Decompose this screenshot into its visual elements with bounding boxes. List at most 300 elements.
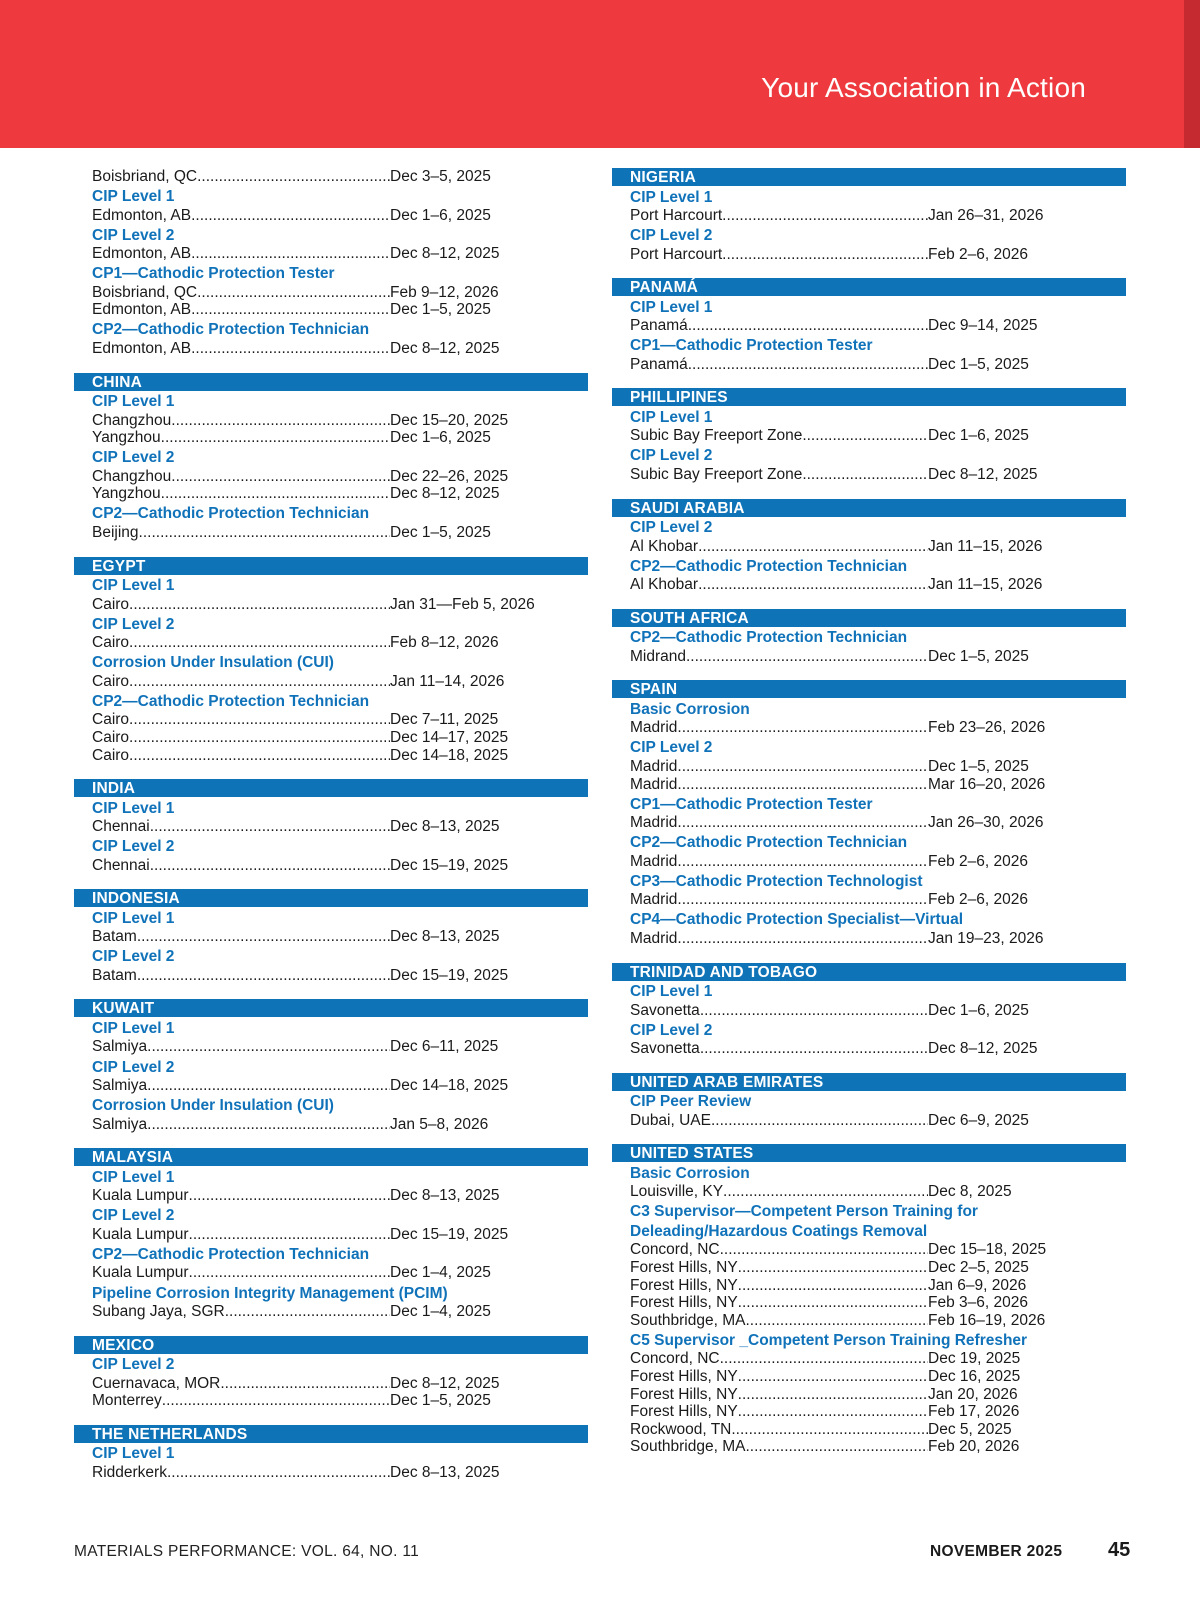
schedule-entry <box>74 673 542 691</box>
schedule-entry <box>74 1187 542 1205</box>
region-header: UNITED ARAB EMIRATES <box>612 1073 1126 1091</box>
region-header: SAUDI ARABIA <box>612 499 1126 517</box>
dot-leader <box>129 634 390 652</box>
region-header: SPAIN <box>612 680 1126 698</box>
dot-leader <box>738 1259 928 1277</box>
dot-leader <box>191 340 390 358</box>
course-title: Corrosion Under Insulation (CUI) <box>92 654 334 672</box>
entry-location: Kuala Lumpur <box>92 1264 189 1282</box>
entry-date: Jan 6–9, 2026 <box>928 1276 1027 1294</box>
region-section <box>612 609 1126 666</box>
page-header <box>0 0 1200 148</box>
entry-date: Dec 8–12, 2025 <box>928 465 1038 483</box>
schedule-entry <box>612 1312 1080 1330</box>
entry-location: Subang Jaya, SGR <box>92 1303 225 1321</box>
entry-location: Ridderkerk <box>92 1463 167 1481</box>
entry-location: Chennai <box>92 818 150 836</box>
schedule-entry <box>74 596 542 614</box>
entry-location: Yangzhou <box>92 429 161 447</box>
course-title: CIP Level 1 <box>92 1168 175 1186</box>
dot-leader <box>171 468 390 486</box>
page-number: 45 <box>1108 1539 1131 1561</box>
schedule-entry <box>612 356 1080 374</box>
entry-date: Dec 22–26, 2025 <box>390 467 509 485</box>
right-column <box>612 168 1126 1471</box>
schedule-entry <box>74 429 542 447</box>
entry-location: Midrand <box>630 647 686 665</box>
entry-date: Dec 19, 2025 <box>928 1350 1021 1368</box>
course-title: C5 Supervisor _Competent Person Training Refresher <box>630 1331 1028 1349</box>
course-title: CIP Level 2 <box>630 519 713 537</box>
schedule-entry <box>74 729 542 747</box>
course-title: CP2—Cathodic Protection Technician <box>92 505 370 523</box>
dot-leader <box>225 1303 390 1321</box>
schedule-entry <box>74 524 542 542</box>
entry-location: Kuala Lumpur <box>92 1187 189 1205</box>
entry-date: Feb 23–26, 2026 <box>928 719 1046 737</box>
schedule-entry <box>74 245 542 263</box>
region-header: MALAYSIA <box>74 1148 588 1166</box>
entry-date: Jan 20, 2026 <box>928 1385 1018 1403</box>
entry-date: Jan 26–31, 2026 <box>928 207 1044 224</box>
dot-leader <box>700 1040 928 1058</box>
schedule-entry <box>74 1077 542 1095</box>
entry-location: Cairo <box>92 672 130 690</box>
entry-date: Dec 1–5, 2025 <box>928 647 1029 665</box>
entry-date: Dec 15–19, 2025 <box>390 966 509 984</box>
entry-location: Forest Hills, NY <box>630 1258 738 1276</box>
entry-date: Dec 1–5, 2025 <box>390 301 491 319</box>
course-title: CP2—Cathodic Protection Technician <box>92 692 370 710</box>
left-column <box>74 168 588 1496</box>
course-title: CIP Level 2 <box>92 948 175 966</box>
entry-date: Dec 1–4, 2025 <box>390 1264 491 1282</box>
dot-leader <box>147 1116 390 1134</box>
dot-leader <box>677 719 928 737</box>
entry-date: Dec 8–12, 2025 <box>390 339 500 357</box>
course-title: CIP Level 1 <box>92 909 175 927</box>
schedule-entry <box>74 412 542 430</box>
dot-leader <box>731 1421 928 1439</box>
entry-location: Edmonton, AB <box>92 339 192 357</box>
entry-date: Mar 16–20, 2026 <box>928 775 1046 793</box>
course-title: CIP Level 1 <box>92 577 175 595</box>
entry-location: Salmiya <box>92 1115 148 1133</box>
dot-leader <box>677 776 928 794</box>
course-title: CP1—Cathodic Protection Tester <box>630 795 873 813</box>
entry-date: Feb 20, 2026 <box>928 1438 1020 1456</box>
schedule-entry <box>612 1002 1080 1020</box>
entry-date: Dec 1–5, 2025 <box>390 1392 491 1410</box>
entry-date: Dec 9–14, 2025 <box>928 317 1038 335</box>
entry-date: Dec 15–20, 2025 <box>390 411 509 429</box>
entry-date: Dec 5, 2025 <box>928 1420 1012 1438</box>
schedule-entry <box>612 427 1080 445</box>
course-title: CP1—Cathodic Protection Tester <box>92 265 335 283</box>
entry-location: Changzhou <box>92 467 172 485</box>
dot-leader <box>738 1277 928 1295</box>
entry-location: Port Harcourt <box>630 245 723 263</box>
course-title: CP2—Cathodic Protection Technician <box>630 629 908 647</box>
region-section <box>74 557 588 765</box>
region-section <box>612 278 1126 373</box>
entry-date: Jan 19–23, 2026 <box>928 929 1044 947</box>
entry-date: Feb 2–6, 2026 <box>928 852 1028 870</box>
entry-date: Jan 11–14, 2026 <box>390 672 505 690</box>
region-header: INDIA <box>74 779 588 797</box>
schedule-entry <box>612 1040 1080 1058</box>
dot-leader <box>139 524 390 542</box>
dot-leader <box>129 711 390 729</box>
entry-date: Dec 6–9, 2025 <box>928 1111 1029 1129</box>
region-section <box>612 388 1126 483</box>
entry-location: Edmonton, AB <box>92 301 192 319</box>
dot-leader <box>147 1077 390 1095</box>
course-title: Pipeline Corrosion Integrity Management (PCIM) <box>92 1284 448 1302</box>
region-header: KUWAIT <box>74 999 588 1017</box>
course-title: CIP Level 1 <box>92 799 175 817</box>
schedule-entry <box>612 930 1080 948</box>
entry-location: Rockwood, TN <box>630 1420 732 1438</box>
section-title: Your Association in Action <box>761 72 1086 103</box>
course-title: CIP Level 1 <box>92 1019 175 1037</box>
entry-location: Forest Hills, NY <box>630 1403 738 1421</box>
region-header: SOUTH AFRICA <box>612 609 1126 627</box>
entry-date: Dec 8–13, 2025 <box>390 1463 500 1481</box>
dot-leader <box>161 429 390 447</box>
dot-leader <box>698 576 928 594</box>
course-title: C3 Supervisor—Competent Person Training for Deleading/Hazardous Coatings Removal <box>630 1203 978 1240</box>
schedule-entry <box>612 1368 1080 1386</box>
dot-leader <box>171 412 390 430</box>
schedule-entry <box>612 758 1080 776</box>
entry-date: Dec 14–17, 2025 <box>390 728 509 746</box>
dot-leader <box>220 1375 390 1393</box>
publication-info: MATERIALS PERFORMANCE: VOL. 64, NO. 11 <box>74 1543 420 1560</box>
course-title: CIP Level 2 <box>92 838 175 856</box>
course-title: CIP Level 1 <box>92 393 175 411</box>
entry-date: Feb 16–19, 2026 <box>928 1311 1046 1329</box>
course-title: CP3—Cathodic Protection Technologist <box>630 872 923 890</box>
entry-date: Feb 8–12, 2026 <box>390 634 499 652</box>
entry-date: Dec 8, 2025 <box>928 1183 1012 1201</box>
entry-date: Dec 15–19, 2025 <box>390 1225 509 1243</box>
course-title: Corrosion Under Insulation (CUI) <box>92 1097 334 1115</box>
region-header: CHINA <box>74 373 588 391</box>
schedule-entry <box>612 246 1080 264</box>
region-section <box>74 999 588 1133</box>
entry-date: Dec 8–12, 2025 <box>390 1374 500 1392</box>
entry-location: Madrid <box>630 929 678 947</box>
entry-date: Dec 1–4, 2025 <box>390 1303 491 1321</box>
entry-location: Boisbriand, QC <box>92 283 198 301</box>
schedule-entry <box>612 891 1080 909</box>
dot-leader <box>161 485 390 503</box>
issue-date: NOVEMBER 2025 <box>930 1543 1063 1560</box>
entry-location: Louisville, KY <box>630 1183 724 1201</box>
region-section <box>612 499 1126 594</box>
region-section <box>612 1144 1126 1456</box>
entry-location: Beijing <box>92 523 139 541</box>
entry-location: Salmiya <box>92 1077 148 1095</box>
entry-location: Concord, NC <box>630 1241 720 1259</box>
dot-leader <box>129 747 390 765</box>
region-section <box>74 1336 588 1410</box>
dot-leader <box>189 1226 390 1244</box>
entry-location: Dubai, UAE <box>630 1111 711 1129</box>
dot-leader <box>150 857 390 875</box>
schedule-entry <box>74 1375 542 1393</box>
schedule-entry <box>74 485 542 503</box>
entry-location: Forest Hills, NY <box>630 1367 738 1385</box>
dot-leader <box>137 967 390 985</box>
entry-location: Batam <box>92 966 137 984</box>
schedule-entry <box>74 1038 542 1056</box>
entry-location: Monterrey <box>92 1392 162 1410</box>
entry-location: Southbridge, MA <box>630 1438 746 1456</box>
course-title: CIP Level 2 <box>630 227 713 245</box>
schedule-entry <box>74 340 542 358</box>
region-header: PHILLIPINES <box>612 388 1126 406</box>
dot-leader <box>688 356 928 374</box>
course-title: CP1—Cathodic Protection Tester <box>630 337 873 355</box>
entry-date: Dec 1–6, 2025 <box>390 206 491 224</box>
header-edge-stripe <box>1184 0 1200 148</box>
dot-leader <box>745 1312 928 1330</box>
schedule-entry <box>612 207 1080 225</box>
entry-location: Madrid <box>630 852 678 870</box>
dot-leader <box>147 1038 390 1056</box>
dot-leader <box>688 317 928 335</box>
course-title: CP2—Cathodic Protection Technician <box>92 321 370 339</box>
region-header: EGYPT <box>74 557 588 575</box>
entry-location: Chennai <box>92 856 150 874</box>
schedule-entry <box>74 818 542 836</box>
dot-leader <box>129 596 390 614</box>
entry-date: Dec 14–18, 2025 <box>390 746 509 764</box>
dot-leader <box>677 758 928 776</box>
course-title: Basic Corrosion <box>630 700 750 718</box>
dot-leader <box>700 1002 928 1020</box>
schedule-entry <box>612 648 1080 666</box>
entry-location: Forest Hills, NY <box>630 1385 738 1403</box>
schedule-entry <box>612 1438 1080 1456</box>
schedule-entry <box>612 776 1080 794</box>
entry-date: Dec 1–5, 2025 <box>928 757 1029 775</box>
schedule-entry <box>612 1294 1080 1312</box>
dot-leader <box>677 814 928 832</box>
schedule-entry <box>612 1259 1080 1277</box>
course-title: CIP Level 2 <box>92 1356 175 1374</box>
course-title: CIP Level 1 <box>92 188 175 206</box>
region-header: PANAMÁ <box>612 278 1126 296</box>
region-section <box>74 168 588 358</box>
schedule-entry <box>74 1464 542 1482</box>
entry-location: Panamá <box>630 317 688 335</box>
entry-date: Dec 8–12, 2025 <box>390 485 500 503</box>
region-section <box>74 779 588 874</box>
entry-location: Forest Hills, NY <box>630 1294 738 1312</box>
region-section <box>74 1425 588 1482</box>
entry-date: Jan 5–8, 2026 <box>390 1115 489 1133</box>
schedule-entry <box>612 1403 1080 1421</box>
dot-leader <box>197 284 390 302</box>
schedule-entry <box>74 928 542 946</box>
entry-date: Dec 15–19, 2025 <box>390 856 509 874</box>
dot-leader <box>677 930 928 948</box>
entry-location: Batam <box>92 928 137 946</box>
schedule-entry <box>612 853 1080 871</box>
dot-leader <box>162 1392 390 1410</box>
entry-location: Subic Bay Freeport Zone <box>630 465 803 483</box>
dot-leader <box>720 1350 928 1368</box>
entry-date: Dec 1–6, 2025 <box>390 429 491 447</box>
entry-date: Dec 15–18, 2025 <box>928 1241 1047 1259</box>
dot-leader <box>802 427 928 445</box>
dot-leader <box>189 1187 390 1205</box>
dot-leader <box>722 246 928 264</box>
entry-location: Southbridge, MA <box>630 1311 746 1329</box>
entry-location: Madrid <box>630 757 678 775</box>
schedule-entry <box>612 1350 1080 1368</box>
dot-leader <box>167 1464 390 1482</box>
entry-location: Cuernavaca, MOR <box>92 1374 221 1392</box>
entry-location: Cairo <box>92 746 130 764</box>
entry-date: Dec 8–12, 2025 <box>928 1040 1038 1058</box>
region-header: INDONESIA <box>74 889 588 907</box>
region-section <box>612 680 1126 947</box>
course-title: CP4—Cathodic Protection Specialist—Virtual <box>630 911 964 929</box>
entry-location: Cairo <box>92 595 130 613</box>
region-header: MEXICO <box>74 1336 588 1354</box>
schedule-entry <box>612 719 1080 737</box>
course-title: CIP Level 2 <box>92 226 175 244</box>
schedule-entry <box>74 1303 542 1321</box>
course-title: CP2—Cathodic Protection Technician <box>630 557 908 575</box>
entry-date: Feb 17, 2026 <box>928 1403 1020 1421</box>
entry-location: Port Harcourt <box>630 207 723 224</box>
dot-leader <box>129 729 390 747</box>
entry-location: Yangzhou <box>92 485 161 503</box>
dot-leader <box>738 1386 928 1404</box>
entry-date: Dec 3–5, 2025 <box>390 168 491 185</box>
dot-leader <box>686 648 928 666</box>
dot-leader <box>189 1264 390 1282</box>
entry-date: Feb 2–6, 2026 <box>928 245 1028 263</box>
schedule-entry <box>612 1386 1080 1404</box>
schedule-entry <box>74 711 542 729</box>
dot-leader <box>137 928 390 946</box>
schedule-entry <box>74 1392 542 1410</box>
dot-leader <box>738 1368 928 1386</box>
course-title: CIP Level 2 <box>92 449 175 467</box>
entry-location: Cairo <box>92 634 130 652</box>
dot-leader <box>723 1183 928 1201</box>
course-title: CIP Level 2 <box>630 739 713 757</box>
schedule-entry <box>612 1277 1080 1295</box>
schedule-entry <box>74 284 542 302</box>
schedule-entry <box>74 634 542 652</box>
schedule-entry <box>612 1241 1080 1259</box>
region-section <box>74 889 588 984</box>
entry-location: Changzhou <box>92 411 172 429</box>
entry-location: Concord, NC <box>630 1350 720 1368</box>
region-section <box>612 1073 1126 1130</box>
schedule-entry <box>74 1264 542 1282</box>
region-section <box>612 963 1126 1058</box>
entry-location: Al Khobar <box>630 537 699 555</box>
course-title: CIP Level 1 <box>630 188 713 206</box>
entry-location: Madrid <box>630 775 678 793</box>
schedule-entry <box>612 576 1080 594</box>
dot-leader <box>191 301 390 319</box>
course-title: CIP Level 1 <box>630 298 713 316</box>
schedule-entry <box>74 1116 542 1134</box>
entry-location: Savonetta <box>630 1040 700 1058</box>
schedule-entry <box>74 1226 542 1244</box>
dot-leader <box>722 207 928 225</box>
entry-date: Dec 16, 2025 <box>928 1367 1021 1385</box>
course-title: CIP Level 2 <box>92 1058 175 1076</box>
entry-date: Dec 1–6, 2025 <box>928 1001 1029 1019</box>
dot-leader <box>191 207 390 225</box>
entry-location: Boisbriand, QC <box>92 168 198 185</box>
entry-location: Edmonton, AB <box>92 206 192 224</box>
course-title: CIP Level 2 <box>630 1021 713 1039</box>
entry-date: Dec 1–5, 2025 <box>928 355 1029 373</box>
entry-date: Dec 2–5, 2025 <box>928 1258 1029 1276</box>
region-header: NIGERIA <box>612 168 1126 186</box>
dot-leader <box>129 673 390 691</box>
entry-location: Madrid <box>630 719 678 737</box>
course-title: CIP Peer Review <box>630 1093 752 1111</box>
dot-leader <box>677 853 928 871</box>
dot-leader <box>197 168 390 186</box>
dot-leader <box>150 818 390 836</box>
schedule-entry <box>74 747 542 765</box>
entry-date: Dec 7–11, 2025 <box>390 711 499 729</box>
schedule-entry <box>74 468 542 486</box>
region-header: UNITED STATES <box>612 1144 1126 1162</box>
entry-date: Dec 8–13, 2025 <box>390 818 500 836</box>
schedule-entry <box>612 1112 1080 1130</box>
dot-leader <box>745 1438 928 1456</box>
schedule-entry <box>74 168 542 186</box>
entry-date: Dec 8–13, 2025 <box>390 928 500 946</box>
region-section <box>74 373 588 542</box>
dot-leader <box>711 1112 928 1130</box>
schedule-entry <box>612 466 1080 484</box>
entry-location: Madrid <box>630 814 678 832</box>
schedule-entry <box>612 538 1080 556</box>
schedule-entry <box>612 1421 1080 1439</box>
region-section <box>612 168 1126 263</box>
schedule-entry <box>612 814 1080 832</box>
dot-leader <box>720 1241 928 1259</box>
entry-date: Dec 6–11, 2025 <box>390 1038 499 1056</box>
dot-leader <box>802 466 928 484</box>
entry-location: Subic Bay Freeport Zone <box>630 427 803 445</box>
course-title: CIP Level 2 <box>92 1207 175 1225</box>
schedule-entry <box>612 317 1080 335</box>
schedule-entry <box>74 207 542 225</box>
entry-date: Dec 1–5, 2025 <box>390 523 491 541</box>
course-title: CP2—Cathodic Protection Technician <box>92 1245 370 1263</box>
course-title: CP2—Cathodic Protection Technician <box>630 834 908 852</box>
dot-leader <box>677 891 928 909</box>
entry-location: Madrid <box>630 891 678 909</box>
entry-date: Feb 3–6, 2026 <box>928 1294 1028 1312</box>
